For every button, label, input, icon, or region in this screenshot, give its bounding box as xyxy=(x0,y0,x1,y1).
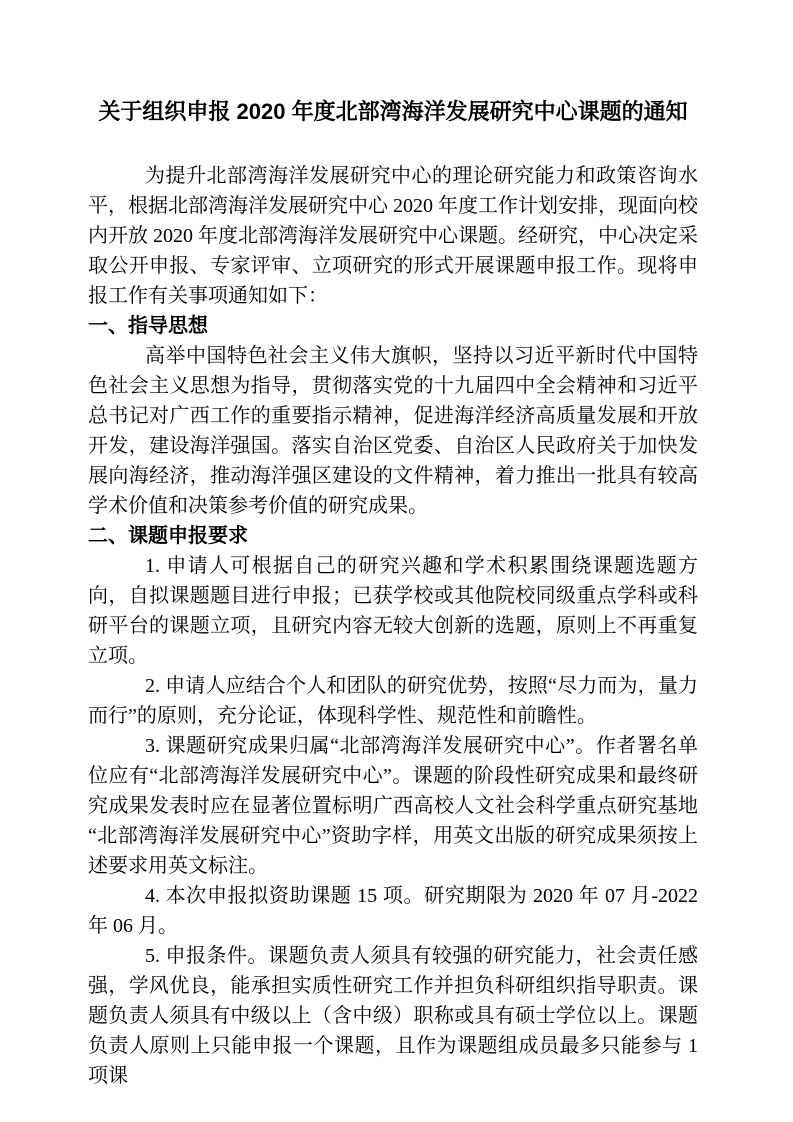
section-2-heading: 二、课题申报要求 xyxy=(88,525,248,547)
requirement-item-1: 1. 申请人可根据自己的研究兴趣和学术积累围绕课题选题方向，自拟课题题目进行申报；已获学校或其他院校同级重点学科或科研平台的课题立项，且研究内容无较大创新的选题，原则上不再重复立项。 xyxy=(88,555,698,667)
requirement-item-3: 3. 课题研究成果归属“北部湾海洋发展研究中心”。作者署名单位应有“北部湾海洋发展研究中心”。课题的阶段性研究成果和最终研究成果发表时应在显著位置标明广西高校人文社会科学重点研究基地“北部湾海洋发展研究中心”资助字样，用英文出版的研究成果须按上述要求用英文标注。 xyxy=(88,735,698,877)
requirement-item-4: 4. 本次申报拟资助课题 15 项。研究期限为 2020 年 07 月-2022 年 06 月。 xyxy=(88,885,698,937)
intro-paragraph: 为提升北部湾海洋发展研究中心的理论研究能力和政策咨询水平，根据北部湾海洋发展研究中心 2020 年度工作计划安排，现面向校内开放 2020 年度北部湾海洋发展研究中心课题。经研究，中心决定采取公开申报、专家评审、立项研究的形式开展课题申报工作。现将申报工作有关事项通知如下： xyxy=(88,165,698,307)
requirement-item-2: 2. 申请人应结合个人和团队的研究优势，按照“尽力而为，量力而行”的原则，充分论证，体现科学性、规范性和前瞻性。 xyxy=(88,675,698,727)
requirement-item-5: 5. 申报条件。课题负责人须具有较强的研究能力，社会责任感强，学风优良，能承担实质性研究工作并担负科研组织指导职责。课题负责人须具有中级以上（含中级）职称或具有硕士学位以上。课题负责人原则上只能申报一个课题，且作为课题组成员最多只能参与 1 项课 xyxy=(88,945,698,1087)
section-1-heading: 一、指导思想 xyxy=(88,315,208,337)
section-1-paragraph: 高举中国特色社会主义伟大旗帜，坚持以习近平新时代中国特色社会主义思想为指导，贯彻落实党的十九届四中全会精神和习近平总书记对广西工作的重要指示精神，促进海洋经济高质量发展和开放开发，建设海洋强国。落实自治区党委、自治区人民政府关于加快发展向海经济，推动海洋强区建设的文件精神，着力推出一批具有较高学术价值和决策参考价值的研究成果。 xyxy=(88,345,698,517)
page-title: 关于组织申报 2020 年度北部湾海洋发展研究中心课题的通知 xyxy=(98,99,688,124)
